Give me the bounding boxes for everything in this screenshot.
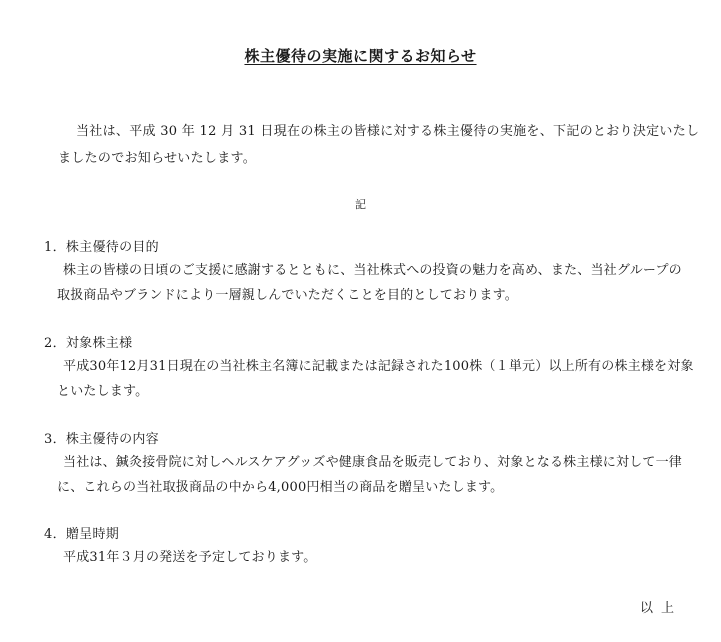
section-body [44,354,704,404]
section-body [44,545,704,570]
section-line: 株主の皆様の日頃のご支援に感謝するとともに、当社株式への投資の魅力を高め、また、当社グループの [63,263,682,278]
section-heading: 2．対象株主様 [44,336,133,351]
section-body [44,450,704,500]
section-line: といたします。 [57,384,149,399]
section-body [44,258,704,308]
intro-paragraph [58,118,698,172]
intro-line-2: ましたのでお知らせいたします。 [58,151,257,166]
section-heading: 3．株主優待の内容 [44,432,159,447]
section-line: 平成30年12月31日現在の当社株主名簿に記載または記録された100株（１単元）以上所有の株主様を対象 [63,359,694,374]
section-benefit-contents [44,430,704,500]
section-purpose [44,238,704,308]
section-heading: 1．株主優待の目的 [44,240,159,255]
section-presentation-timing [44,525,704,570]
section-line: 取扱商品やブランドにより一層親しんでいただくことを目的としております。 [57,288,518,303]
document-title: 株主優待の実施に関するお知らせ [244,47,477,65]
section-eligible-shareholders [44,334,704,404]
intro-line-1: 当社は、平成 30 年 12 月 31 日現在の株主の皆様に対する株主優待の実施を、下記のとおり決定いたし [76,124,700,139]
ki-marker: 記 [355,198,366,211]
section-line: 当社は、鍼灸接骨院に対しヘルスケアグッズや健康食品を販売しており、対象となる株主様に対して一律 [63,455,682,470]
section-line: 平成31年３月の発送を予定しております。 [63,550,317,565]
closing-mark: 以上 [640,601,683,616]
section-heading: 4．贈呈時期 [44,527,120,542]
section-line: に、これらの当社取扱商品の中から4,000円相当の商品を贈呈いたします。 [57,480,504,495]
